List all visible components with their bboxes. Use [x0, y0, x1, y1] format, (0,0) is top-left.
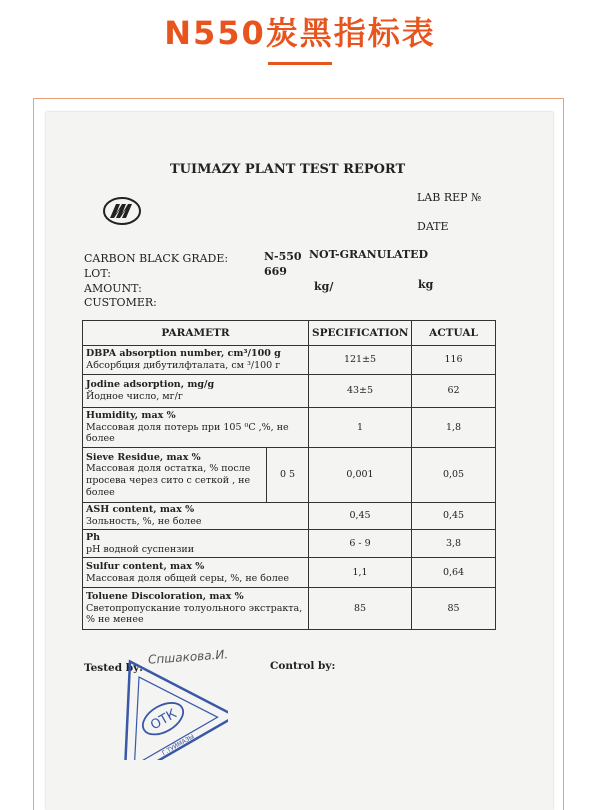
table-row [83, 588, 496, 630]
actual-value: 0,05 [412, 448, 496, 503]
actual-value: 3,8 [412, 530, 496, 558]
stamp-bottom-text: Г.ТУЙМАЗЫ [160, 733, 196, 758]
param-name: DBPA absorption number, cm³/100 g [86, 348, 281, 360]
amount-label: AMOUNT: [84, 282, 142, 295]
actual-value: 85 [412, 588, 496, 630]
actual-value: 62 [412, 375, 496, 408]
grade-value: N-550 [264, 250, 302, 263]
spec-value: 0,001 [309, 448, 412, 503]
spec-value: 6 - 9 [309, 530, 412, 558]
title-underline [268, 62, 332, 65]
param-name-ru: Абсорбция дибутилфталата, см ³/100 г [86, 360, 281, 371]
param-name: Sulfur content, max % [86, 560, 205, 572]
lot-value: 669 [264, 265, 287, 278]
table-row [83, 448, 496, 503]
spec-value: 85 [309, 588, 412, 630]
sieve-mesh-value: 0 5 [267, 448, 309, 503]
param-name-ru: Зольность, %, не более [86, 516, 202, 527]
table-row [83, 375, 496, 408]
lab-report-number: LAB REP № [417, 191, 482, 204]
otk-stamp-icon [88, 650, 228, 760]
page-title: N550炭黑指标表 [164, 14, 436, 52]
stamp-center-text: ОТК [148, 706, 180, 734]
tested-by-label: Tested by: [84, 662, 144, 674]
actual-value: 1,8 [412, 408, 496, 448]
header-specification: SPECIFICATION [309, 321, 412, 346]
table-row [83, 503, 496, 530]
actual-value: 116 [412, 346, 496, 375]
param-name-ru: Массовая доля остатка, % после просева через сито с сеткой , не более [86, 463, 251, 498]
param-name: ASH content, max % [86, 504, 195, 516]
param-name-ru: Йодное число, мг/г [86, 391, 183, 402]
param-name: Ph [86, 531, 101, 543]
spec-value: 0,45 [309, 503, 412, 530]
param-name-ru: pH водной суспензии [86, 543, 195, 555]
spec-value: 121±5 [309, 346, 412, 375]
amount-unit: kg/ [314, 280, 334, 293]
actual-value: 0,45 [412, 503, 496, 530]
grade-label: CARBON BLACK GRADE: [84, 252, 229, 265]
param-name: Sieve Residue, max % [86, 451, 201, 463]
param-name-ru: Массовая доля потерь при 105 ⁰С ,%, не более [86, 421, 289, 445]
report-date: DATE [417, 220, 449, 233]
tuimazy-plant-logo-icon [102, 196, 142, 226]
table-row [83, 408, 496, 448]
spec-value: 1,1 [309, 558, 412, 588]
control-by-label: Control by: [270, 660, 336, 672]
actual-value: 0,64 [412, 558, 496, 588]
param-name-ru: Светопропускание толуольного экстракта, % не менее [86, 602, 303, 626]
amount-unit-actual: kg [418, 278, 434, 291]
param-name-ru: Массовая доля общей серы, %, не более [86, 572, 290, 584]
table-row [83, 558, 496, 588]
param-name: Toluene Discoloration, max % [86, 591, 244, 603]
spec-value: 1 [309, 408, 412, 448]
header-parameter: PARAMETR [83, 321, 309, 346]
param-name: Jodine adsorption, mg/g [86, 379, 215, 391]
spec-value: 43±5 [309, 375, 412, 408]
customer-label: CUSTOMER: [84, 296, 157, 309]
table-header-row [83, 321, 496, 346]
param-name: Humidity, max % [86, 410, 176, 422]
report-title: TUIMAZY PLANT TEST REPORT [170, 162, 406, 177]
test-results-table [82, 320, 496, 630]
table-row [83, 530, 496, 558]
header-actual: ACTUAL [412, 321, 496, 346]
table-row [83, 346, 496, 375]
grade-note: NOT-GRANULATED [309, 248, 429, 261]
lot-label: LOT: [84, 267, 111, 280]
signature: Спшакова.И. [147, 647, 229, 667]
